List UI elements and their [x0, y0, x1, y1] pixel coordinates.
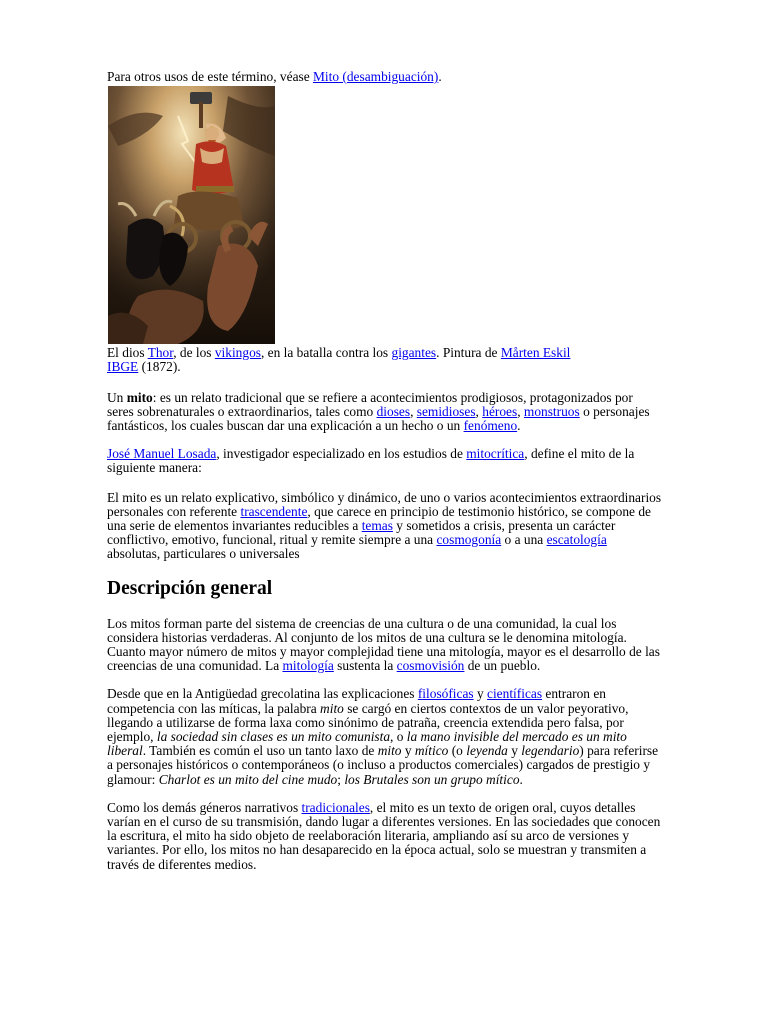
painting-svg	[108, 86, 275, 344]
caption-text: . Pintura de	[436, 345, 501, 361]
paragraph-text: Desde que en la Antigüedad grecolatina las explicaciones	[107, 686, 418, 702]
italic-text: los Brutales son un grupo mítico	[344, 771, 520, 787]
paragraph-text: .	[519, 771, 523, 787]
paragraph-generos-narrativos	[107, 801, 662, 872]
link-mitologia[interactable]: mitología	[282, 658, 334, 674]
italic-text: mito	[320, 700, 344, 716]
link-fenomeno[interactable]: fenómeno	[463, 418, 518, 434]
definition-text: ,	[475, 403, 483, 419]
italic-text: la sociedad sin clases es un mito comunista	[156, 729, 391, 745]
link-mitocritica[interactable]: mitocrítica	[466, 446, 525, 462]
caption-text: , de los	[173, 345, 215, 361]
paragraph-text: se cargó en ciertos contextos de un valor peyorativo, llegando a utilizarse de forma laxa como sinónimo de patraña, creencia extendida pero falsa, por ejemplo,	[107, 700, 629, 745]
link-vikingos[interactable]: vikingos	[214, 345, 261, 361]
caption-text: El dios	[107, 345, 148, 361]
link-trascendente[interactable]: trascendente	[240, 503, 308, 519]
section-heading: Descripción general	[107, 577, 273, 599]
paragraph-text: , o	[390, 729, 407, 745]
definition-text: : es un relato tradicional que se refiere a acontecimientos prodigiosos, protagonizados por seres sobrenaturales o extraordinarios, tales como	[107, 389, 633, 419]
paragraph-text: sustenta la	[333, 658, 397, 674]
definition-text: Un	[107, 389, 127, 405]
italic-text: mito	[377, 743, 402, 759]
thor-painting-image	[108, 86, 275, 344]
document-page	[107, 70, 662, 872]
italic-text: la mano invisible del mercado es un mito liberal	[107, 729, 627, 759]
definition-paragraph	[107, 391, 662, 434]
definition-text: .	[517, 418, 521, 434]
quote-text: y sometidos a crisis, presenta un carácter conflictivo, emotivo, funcional, ritual y remite siempre a una	[107, 518, 616, 548]
link-dioses[interactable]: dioses	[376, 403, 411, 419]
paragraph-text: entraron en competencia con las míticas, la palabra	[107, 686, 606, 716]
link-cientificas[interactable]: científicas	[487, 686, 543, 702]
caption-text: (1872).	[138, 359, 181, 375]
definition-text: ,	[410, 403, 417, 419]
link-monstruos[interactable]: monstruos	[523, 403, 580, 419]
definition-text: o personajes fantásticos, los cuales buscan dar una explicación a un hecho o un	[107, 403, 650, 434]
intro-text: Para otros usos de este término, véase	[107, 69, 314, 84]
paragraph-text: y	[507, 743, 522, 759]
link-gigantes[interactable]: gigantes	[391, 345, 437, 361]
paragraph-text: ) para referirse a personajes históricos o contemporáneos (o incluso a productos comerciales) cargados de prestigio y glamour:	[107, 743, 659, 787]
definition-term: mito	[126, 389, 153, 405]
italic-text: mítico	[414, 743, 449, 759]
figure-caption	[107, 346, 662, 374]
link-temas[interactable]: temas	[361, 518, 393, 534]
paragraph-text: . También es común el uso un tanto laxo de	[142, 743, 378, 759]
quote-text: , que carece en principio de testimonio histórico, se compone de una serie de elementos invariantes reducibles a	[107, 503, 651, 534]
paragraph-antiguedad	[107, 687, 662, 786]
link-escatologia[interactable]: escatología	[546, 532, 607, 548]
link-ibge[interactable]: IBGE	[107, 359, 139, 375]
link-semidioses[interactable]: semidioses	[416, 403, 476, 419]
link-tradicionales[interactable]: tradicionales	[301, 799, 370, 815]
paragraph-text: y	[401, 743, 415, 759]
quote-text: o a una	[501, 532, 547, 548]
link-cosmogonia[interactable]: cosmogonía	[436, 532, 502, 548]
losada-text: , define el mito de la siguiente manera:	[107, 446, 635, 476]
paragraph-text: y	[473, 686, 488, 702]
italic-text: legendario	[521, 743, 580, 759]
link-jose-manuel-losada[interactable]: José Manuel Losada	[107, 446, 217, 462]
paragraph-text: Los mitos forman parte del sistema de creencias de una cultura o de una comunidad, la cual los considera historias verdaderas. Al conjunto de los mitos de una cultura se le denomina mitología. Cuanto mayor número de mitos y mayor complejidad tiene una mitología, mayor es el desarrollo de las creencias de una comunidad. La	[107, 615, 660, 674]
definition-text: ,	[517, 403, 524, 419]
losada-paragraph	[107, 447, 662, 475]
intro-text-end: .	[438, 69, 442, 84]
paragraph-mitos-creencias	[107, 617, 662, 674]
disambiguation-note	[107, 70, 662, 84]
link-marten-eskil[interactable]: Mårten Eskil	[500, 345, 571, 361]
quote-paragraph	[107, 491, 662, 562]
paragraph-text: (o	[448, 743, 467, 759]
losada-text: , investigador especializado en los estudios de	[216, 446, 467, 462]
quote-text: El mito es un relato explicativo, simbólico y dinámico, de uno o varios acontecimientos extraordinarios personales con referente	[107, 489, 662, 519]
italic-text: leyenda	[466, 743, 508, 759]
paragraph-text: ;	[337, 771, 345, 787]
quote-text: absolutas, particulares o universales	[107, 546, 300, 562]
disambiguation-link[interactable]: Mito (desambiguación)	[313, 69, 439, 84]
link-cosmovision[interactable]: cosmovisión	[396, 658, 465, 674]
caption-text: , en la batalla contra los	[260, 345, 392, 361]
paragraph-text: Como los demás géneros narrativos	[107, 799, 302, 815]
link-thor[interactable]: Thor	[147, 345, 174, 361]
link-filosoficas[interactable]: filosóficas	[417, 686, 474, 702]
paragraph-text: de un pueblo.	[464, 658, 541, 674]
link-heroes[interactable]: héroes	[482, 403, 518, 419]
paragraph-text: , el mito es un texto de origen oral, cuyos detalles varían en el curso de su transmisión, dando lugar a diferentes versiones. En las sociedades que conocen la escritura, el mito ha sido objeto de reelaboración literaria, ampliando así su arco de versiones y variantes. Por ello, los mitos no han desaparecido en la época actual, solo se muestran y transmiten a través de diferentes medios.	[107, 799, 661, 872]
italic-text: Charlot es un mito del cine mudo	[158, 771, 338, 787]
